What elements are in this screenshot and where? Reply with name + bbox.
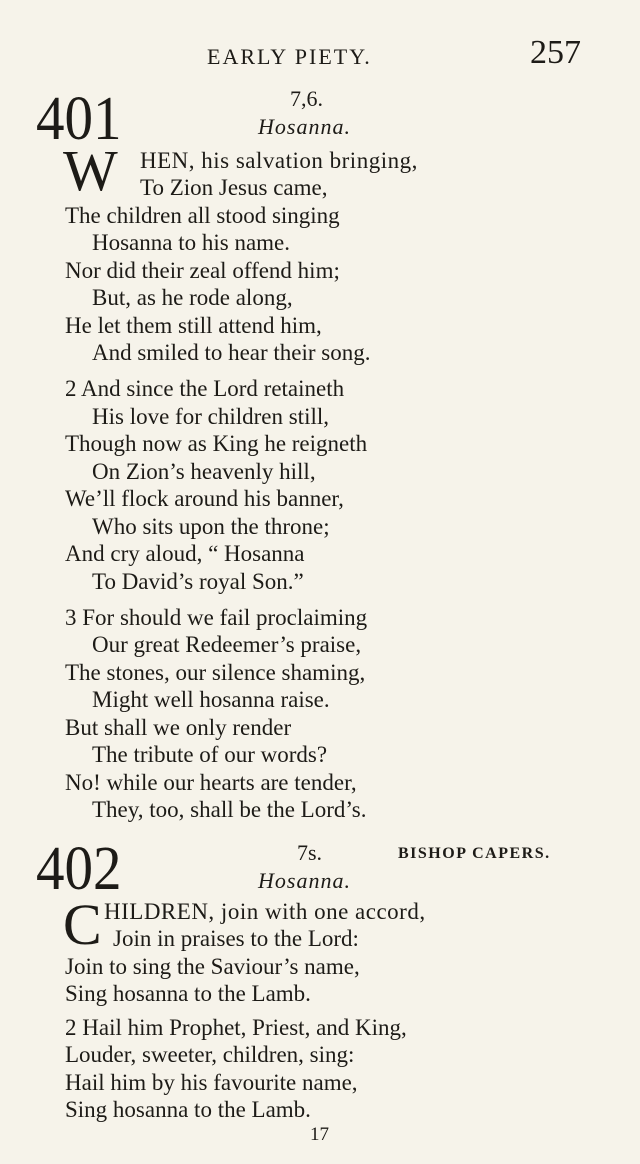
dropcap-letter: W — [63, 138, 118, 203]
hymn-tune: Hosanna. — [258, 868, 351, 893]
verse-line: 3 For should we fail proclaiming — [65, 605, 368, 630]
verse-line: HEN, his salvation bringing, — [140, 148, 418, 173]
verse-line: To Zion Jesus came, — [140, 175, 328, 200]
verse-line: And smiled to hear their song. — [92, 340, 371, 365]
verse-line: The tribute of our words? — [92, 742, 328, 767]
verse-line: 2 And since the Lord retaineth — [65, 376, 345, 401]
verse-line: Though now as King he reigneth — [65, 431, 368, 456]
verse-line: Sing hosanna to the Lamb. — [65, 1097, 311, 1122]
hymn-author: BISHOP CAPERS. — [398, 845, 551, 862]
verse-line: His love for children still, — [92, 404, 329, 429]
verse-line: We’ll flock around his banner, — [65, 486, 344, 511]
verse-line: Hail him by his favourite name, — [65, 1070, 358, 1095]
hymn-meter: 7s. — [297, 840, 323, 865]
verse-line: HILDREN, join with one accord, — [104, 899, 426, 924]
verse-line: On Zion’s heavenly hill, — [92, 459, 316, 484]
verse-line: To David’s royal Son.” — [92, 569, 304, 594]
signature-mark: 17 — [310, 1124, 329, 1145]
verse-line: Who sits upon the throne; — [92, 514, 330, 539]
verse-line: Might well hosanna raise. — [92, 687, 330, 712]
dropcap-letter: C — [63, 892, 102, 957]
verse-line: Hosanna to his name. — [92, 230, 291, 255]
verse-line: And cry aloud, “ Hosanna — [65, 541, 305, 566]
verse-line: He let them still attend him, — [65, 313, 322, 338]
verse-line: Join to sing the Saviour’s name, — [65, 954, 360, 979]
verse-line: No! while our hearts are tender, — [65, 770, 357, 795]
verse-line: Our great Redeemer’s praise, — [92, 632, 362, 657]
verse-line: Nor did their zeal offend him; — [65, 258, 340, 283]
verse-line: But, as he rode along, — [92, 285, 293, 310]
hymn-tune: Hosanna. — [258, 114, 351, 139]
running-head: EARLY PIETY. — [207, 44, 372, 69]
verse-line: The stones, our silence shaming, — [65, 660, 366, 685]
verse-line: But shall we only render — [65, 715, 292, 740]
verse-line: Louder, sweeter, children, sing: — [65, 1042, 355, 1067]
page-number: 257 — [530, 34, 581, 71]
hymn-number: 402 — [36, 835, 122, 903]
verse-line: The children all stood singing — [65, 203, 340, 228]
verse-line: Join in praises to the Lord: — [113, 926, 359, 951]
verse-line: 2 Hail him Prophet, Priest, and King, — [65, 1015, 407, 1040]
verse-line: Sing hosanna to the Lamb. — [65, 981, 311, 1006]
hymn-number: 401 — [36, 85, 122, 153]
hymn-meter: 7,6. — [290, 86, 323, 111]
verse-line: They, too, shall be the Lord’s. — [92, 797, 367, 822]
